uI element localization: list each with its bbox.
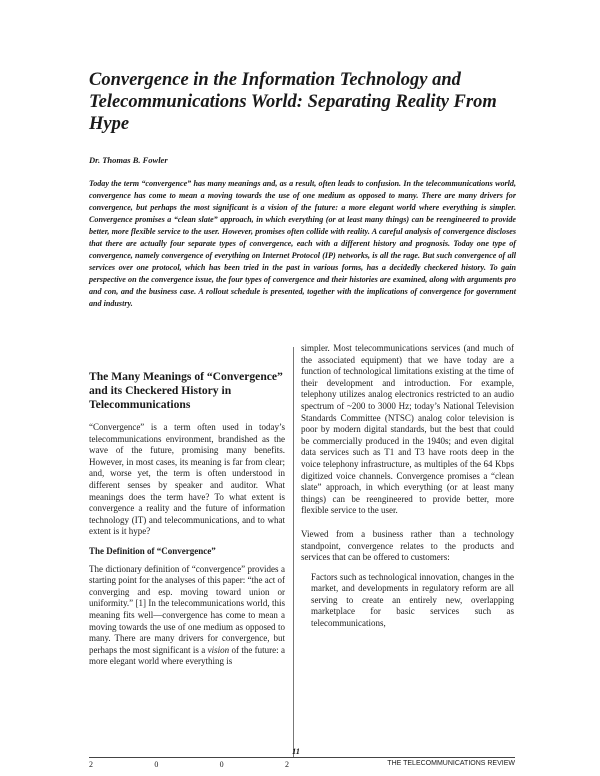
page-number: 11 [292, 746, 301, 756]
journal-name: THE TELECOMMUNICATIONS REVIEW [387, 760, 515, 767]
year-digit: 2 [284, 760, 289, 769]
right-column [301, 343, 514, 630]
year-digit: 0 [219, 760, 224, 769]
year-digit: 0 [154, 760, 159, 769]
column-divider [293, 347, 294, 757]
footer-year [89, 760, 289, 769]
body-paragraph: “Convergence” is a term often used in today’s telecommunications environment, brandished as the wave of the future, promising many benefits. However, in most cases, its meaning is far from clear; and, worse yet, the term is often understood in different senses by speaker and auditor. What meanings does the term have? To what extent is convergence a reality and the future of information technology (IT) and telecommunications, and to what extent is it hype? [89, 422, 285, 537]
body-paragraph: Viewed from a business rather than a technology standpoint, convergence relates to the products and services that can be offered to customers: [301, 528, 514, 563]
section-heading: The Many Meanings of “Convergence” and its Checkered History in Telecommunications [89, 370, 283, 411]
block-quote: Factors such as technological innovation, changes in the market, and developments in regulatory reform are all serving to create an entirely new, overlapping marketplace for basic services such as telecommunications, [311, 571, 514, 629]
text-run: of the future: a more elegant world where everything is [89, 644, 285, 667]
footer-rule [89, 757, 515, 758]
article-title: Convergence in the Information Technology and Telecommunications World: Separating Reality From Hype [89, 70, 497, 134]
body-paragraph [89, 564, 285, 668]
emphasis-text: vision [207, 644, 230, 655]
author-name: Dr. Thomas B. Fowler [89, 155, 168, 165]
text-run: The dictionary definition of “convergence” provides a starting point for the analyses of this paper: “the act of converging and esp. moving toward union or uniformity.” [1] In the telecommunications world, this meaning fits well—convergence has come to mean a moving towards the use of one medium as opposed to many. There are many drivers for convergence, but perhaps the most significant is a [89, 563, 285, 655]
left-column [89, 370, 285, 676]
body-paragraph: simpler. Most telecommunications services (and much of the associated equipment) that we have today are a function of technological limitations existing at the time of their development and introduction. For example, telephony utilizes analog electronics restricted to an audio spectrum of ~200 to 3000 Hz; today’s National Television Standards Committee (NTSC) analog color television is poor by modern digital standards, but the best that could be commercially produced in the 1940s; and even digital data services such as T1 and T3 have roots deep in the voice telephony infrastructure, as multiples of the 64 Kbps digitized voice channels. Convergence promises a “clean slate” approach, in which everything (or at least many things) can be reengineered to provide better, more flexible service to the user. [301, 343, 514, 516]
year-digit: 2 [89, 760, 93, 769]
abstract: Today the term “convergence” has many meanings and, as a result, often leads to confusion. In the telecommunications world, convergence has come to mean a moving towards the use of one medium as opposed to many. There are many drivers for convergence, but perhaps the most significant is a vision of the future: a more elegant world where everything is simpler. Convergence promises a “clean slate” approach, in which everything (or at least many things) can be reengineered to provide better, more flexible service to the user. However, promises often collide with reality. A careful analysis of convergence discloses that there are actually four separate types of convergence, each with a different history and prognosis. Today one type of convergence, namely convergence of everything on Internet Protocol (IP) networks, is all the rage. But such convergence of all services over one protocol, which has been tried in the past in various forms, has a decidedly checkered history. To gain perspective on the convergence issue, the four types of convergence and their histories are examined, along with arguments pro and con, and the business case. A rollout schedule is presented, together with the implications of convergence for government and industry. [89, 179, 516, 308]
subsection-heading: The Definition of “Convergence” [89, 545, 216, 556]
